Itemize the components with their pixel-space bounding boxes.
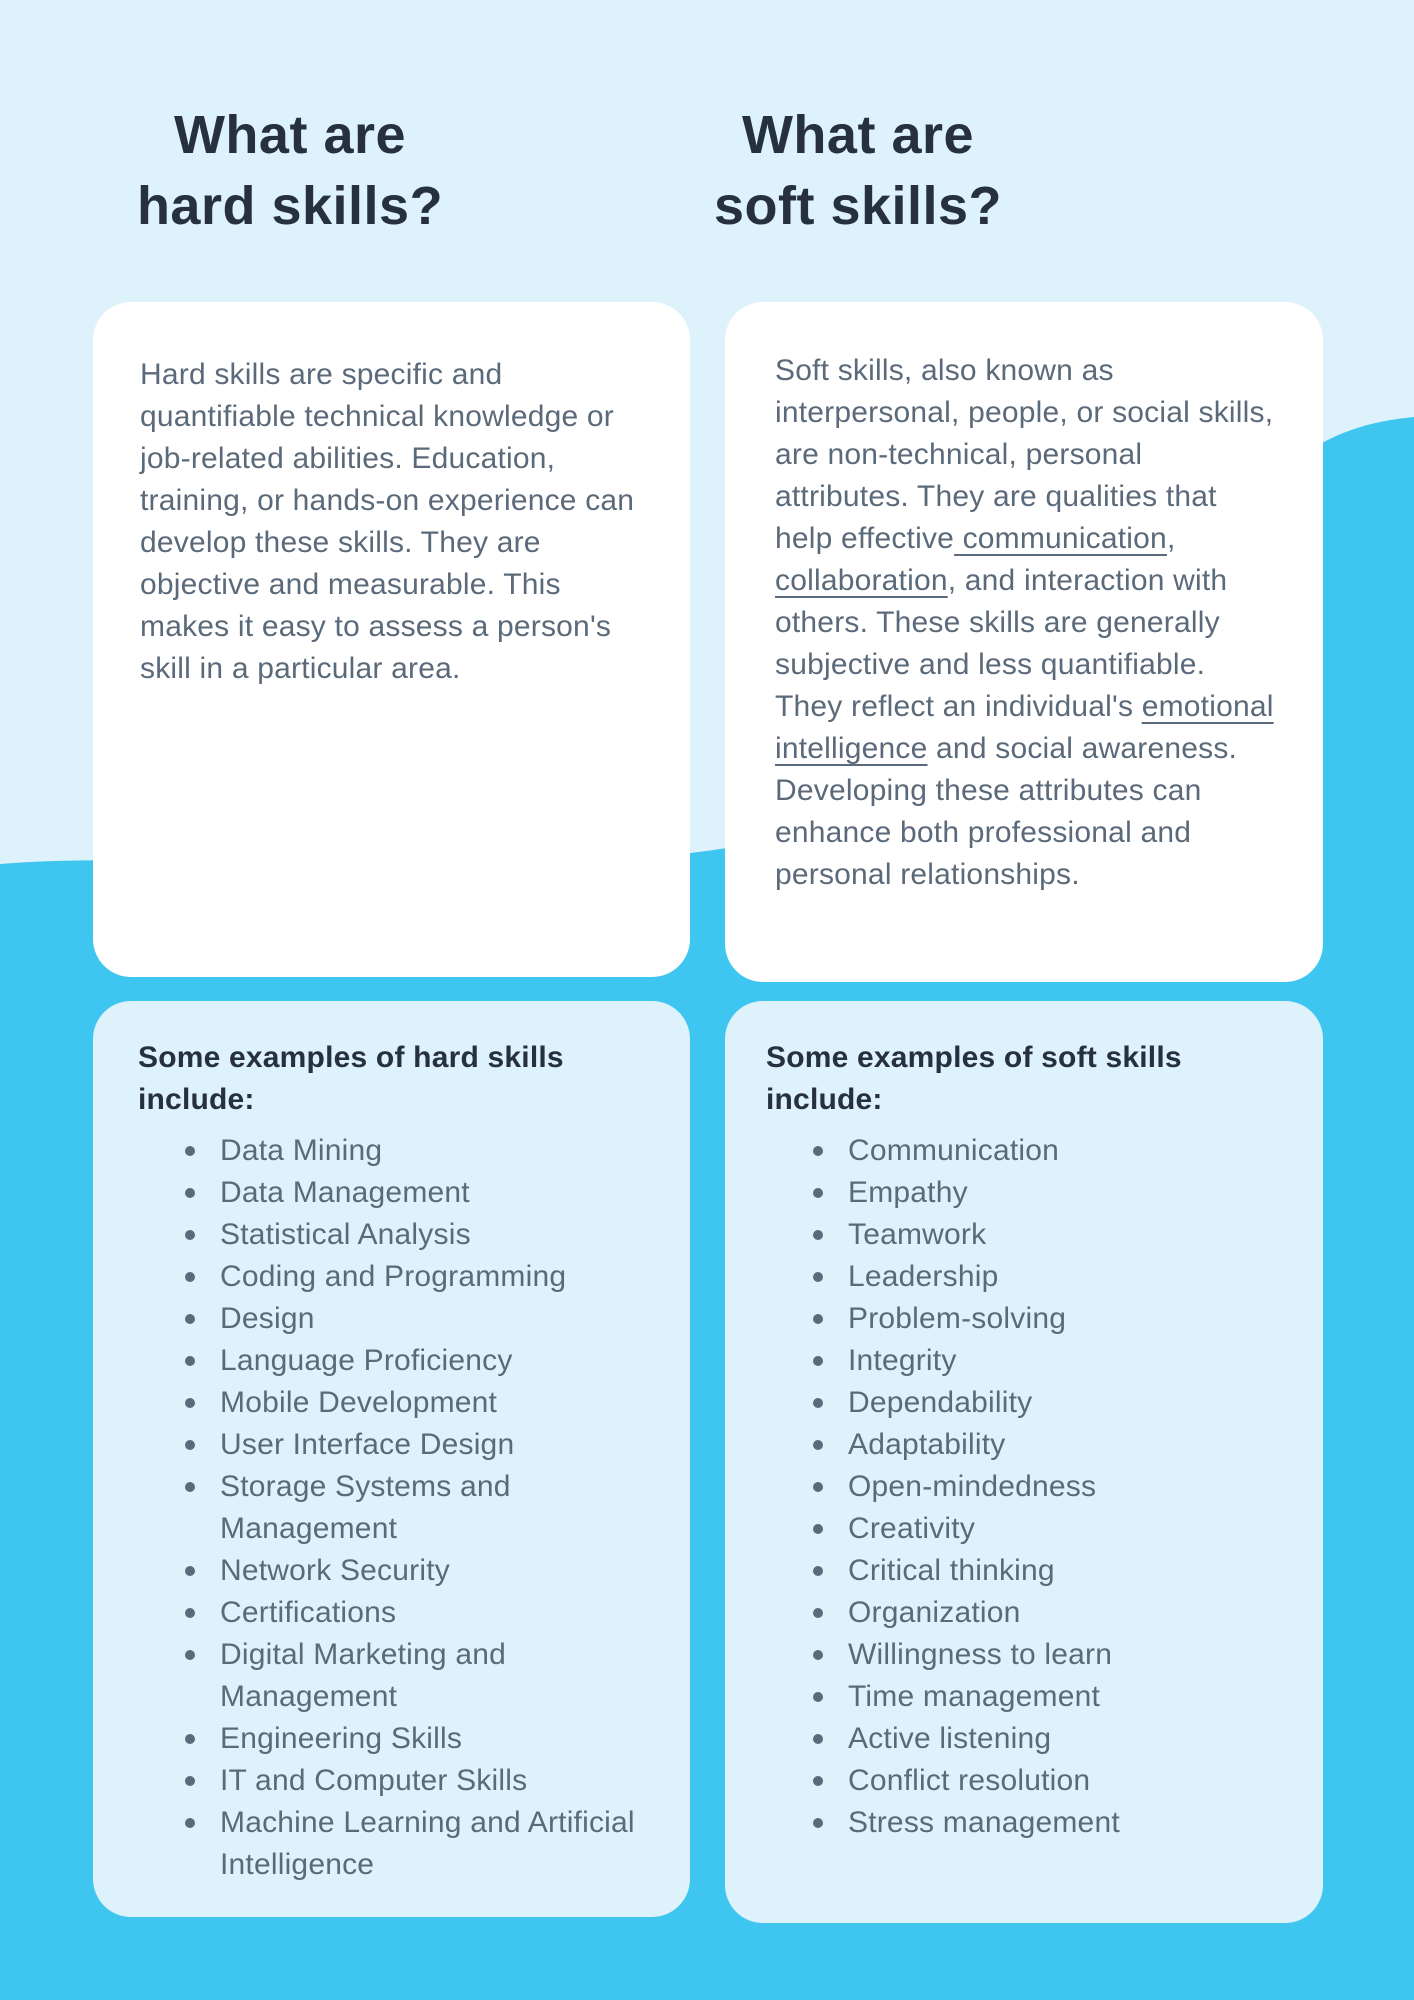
text-segment: Soft skills, also known as interpersonal, people, or social skills, are non-technical, personal attributes. They are qualities that help effective: [775, 354, 1274, 555]
list-item: Mobile Development: [165, 1382, 650, 1424]
soft-skills-list: [766, 1130, 1283, 1844]
list-item: Communication: [793, 1130, 1283, 1172]
list-item: Coding and Programming: [165, 1256, 650, 1298]
list-item: Adaptability: [793, 1424, 1283, 1466]
hard-skills-paragraph: [140, 354, 645, 690]
soft-skills-description-card: [725, 302, 1323, 982]
soft-skills-examples-card: [725, 1001, 1323, 1923]
list-item: Organization: [793, 1592, 1283, 1634]
list-item: Stress management: [793, 1802, 1283, 1844]
list-item: Leadership: [793, 1256, 1283, 1298]
list-item: Storage Systems and Management: [165, 1466, 650, 1550]
list-item: User Interface Design: [165, 1424, 650, 1466]
hard-skills-description-card: [93, 302, 690, 977]
list-item: Active listening: [793, 1718, 1283, 1760]
soft-examples-title: Some examples of soft skills include:: [766, 1041, 1182, 1116]
list-item: Machine Learning and Artificial Intelligence: [165, 1802, 650, 1886]
hard-skills-list: [138, 1130, 650, 1886]
list-item: Engineering Skills: [165, 1718, 650, 1760]
list-item: Problem-solving: [793, 1298, 1283, 1340]
list-item: Conflict resolution: [793, 1760, 1283, 1802]
inline-link[interactable]: collaboration: [775, 564, 948, 597]
hard-examples-title: Some examples of hard skills include:: [138, 1041, 564, 1116]
list-item: Teamwork: [793, 1214, 1283, 1256]
list-item: Dependability: [793, 1382, 1283, 1424]
inline-link[interactable]: emotional intelligence: [775, 690, 1274, 765]
list-item: Empathy: [793, 1172, 1283, 1214]
list-item: Data Management: [165, 1172, 650, 1214]
hard-skills-heading-line2: hard skills?: [136, 176, 444, 236]
hard-skills-heading: [0, 100, 580, 242]
text-segment: Hard skills are specific and quantifiable technical knowledge or job-related abilities. Education, training, or hands-on experience can develop these skills. They are objective and measurable. This makes it easy to assess a person's skill in a particular area.: [140, 358, 635, 685]
list-item: Certifications: [165, 1592, 650, 1634]
list-item: Network Security: [165, 1550, 650, 1592]
list-item: IT and Computer Skills: [165, 1760, 650, 1802]
inline-link[interactable]: communication: [954, 522, 1167, 555]
text-segment: ,: [1166, 522, 1176, 555]
list-item: Creativity: [793, 1508, 1283, 1550]
list-item: Statistical Analysis: [165, 1214, 650, 1256]
list-item: Integrity: [793, 1340, 1283, 1382]
soft-skills-paragraph: [775, 350, 1278, 896]
list-item: Open-mindedness: [793, 1466, 1283, 1508]
list-item: Language Proficiency: [165, 1340, 650, 1382]
hard-skills-examples-card: [93, 1001, 690, 1917]
text-segment: and social awareness. Developing these attributes can enhance both professional and personal relationships.: [775, 732, 1238, 891]
text-segment: , and interaction with others. These skills are generally subjective and less quantifiable. They reflect an individual's: [775, 564, 1228, 723]
list-item: Design: [165, 1298, 650, 1340]
list-item: Willingness to learn: [793, 1634, 1283, 1676]
list-item: Time management: [793, 1676, 1283, 1718]
hard-skills-heading-line1: What are: [173, 105, 407, 165]
soft-skills-heading-line1: What are: [741, 105, 975, 165]
soft-skills-heading-line2: soft skills?: [713, 176, 1003, 236]
soft-skills-heading: [568, 100, 1148, 242]
list-item: Digital Marketing and Management: [165, 1634, 650, 1718]
list-item: Data Mining: [165, 1130, 650, 1172]
list-item: Critical thinking: [793, 1550, 1283, 1592]
